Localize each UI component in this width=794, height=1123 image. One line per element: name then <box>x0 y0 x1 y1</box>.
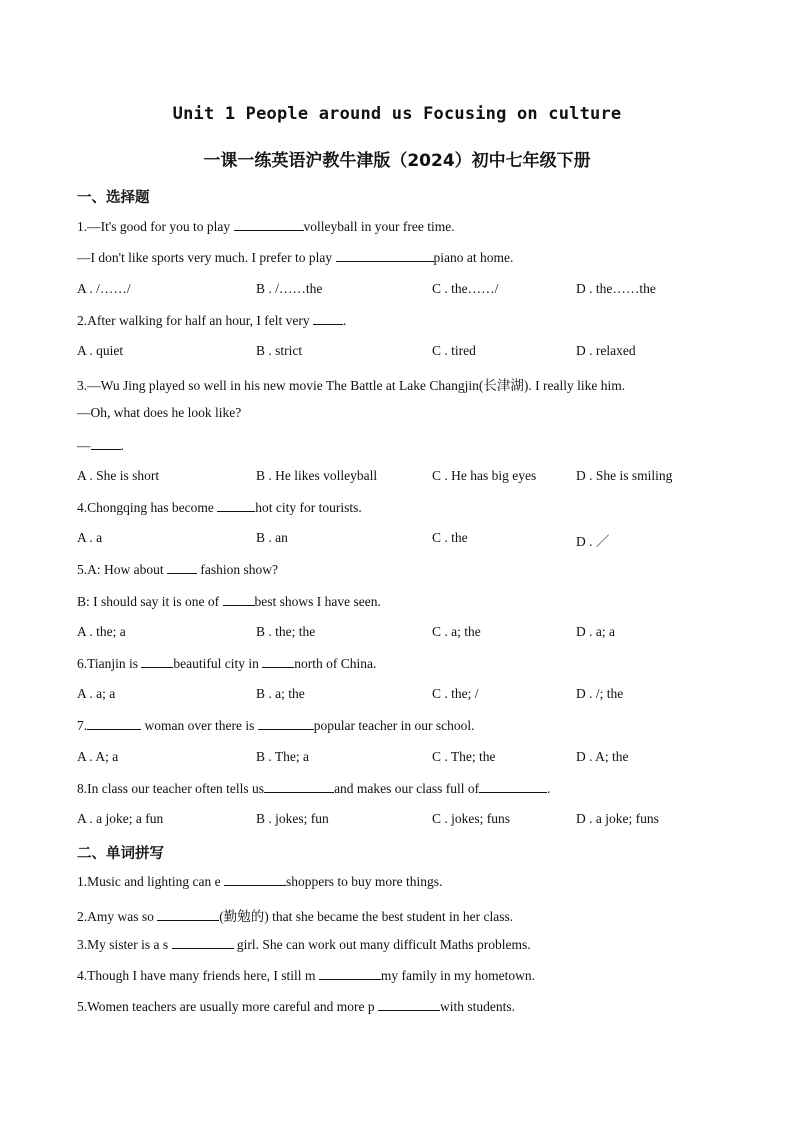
option-d[interactable]: D . a joke; funs <box>576 811 659 826</box>
answer-blank[interactable] <box>264 780 334 793</box>
question-text: 1.—It's good for you to play <box>77 219 234 234</box>
question-text: beautiful city in <box>173 656 263 671</box>
answer-blank[interactable] <box>262 655 294 668</box>
question-text: volleyball in your free time. <box>303 219 455 234</box>
question-text: best shows I have seen. <box>254 594 381 609</box>
question-2-line-1 <box>77 312 346 329</box>
answer-blank[interactable] <box>217 499 255 512</box>
question-text: north of China. <box>294 656 377 671</box>
answer-blank[interactable] <box>141 655 173 668</box>
option-d[interactable]: D . a; a <box>576 624 615 639</box>
question-7-line-1 <box>77 717 475 734</box>
answer-blank[interactable] <box>378 998 440 1011</box>
option-d[interactable]: D . the……the <box>576 281 656 296</box>
question-4-line-1 <box>77 499 362 516</box>
question-1-line-1 <box>77 218 455 235</box>
question-3-line-3 <box>77 437 124 454</box>
spelling-item-3 <box>77 936 531 953</box>
spelling-item-2 <box>77 905 513 925</box>
section-heading-spelling: 二、单词拼写 <box>77 846 164 862</box>
answer-blank[interactable] <box>87 717 141 730</box>
question-text: 4.Though I have many friends here, I still m <box>77 968 319 983</box>
question-6-options <box>77 686 737 706</box>
option-b[interactable]: B . The; a <box>256 749 309 764</box>
question-6-line-1 <box>77 655 376 672</box>
question-text: 2.After walking for half an hour, I felt very <box>77 313 313 328</box>
option-c[interactable]: C . the; / <box>432 686 479 701</box>
question-text: 8.In class our teacher often tells us <box>77 781 265 796</box>
question-text: B: I should say it is one of <box>77 594 223 609</box>
option-d[interactable]: D . ／ <box>576 534 610 549</box>
answer-blank[interactable] <box>319 967 381 980</box>
option-a[interactable]: A . /……/ <box>77 281 131 296</box>
option-b[interactable]: B . jokes; fun <box>256 811 329 826</box>
option-a[interactable]: A . the; a <box>77 624 126 639</box>
option-a[interactable]: A . She is short <box>77 468 160 483</box>
question-text: piano at home. <box>433 250 514 265</box>
option-c[interactable]: C . a; the <box>432 624 481 639</box>
question-5-line-2 <box>77 593 381 610</box>
option-b[interactable]: B . an <box>256 530 288 545</box>
option-d[interactable]: D . relaxed <box>576 343 636 358</box>
option-a[interactable]: A . a <box>77 530 103 545</box>
option-b[interactable]: B . He likes volleyball <box>256 468 378 483</box>
question-5-line-1 <box>77 561 278 578</box>
option-a[interactable]: A . a; a <box>77 686 116 701</box>
question-3-options <box>77 468 737 488</box>
answer-blank[interactable] <box>224 873 286 886</box>
question-text: 4.Chongqing has become <box>77 500 218 515</box>
option-c[interactable]: C . He has big eyes <box>432 468 537 483</box>
question-4-options <box>77 530 737 550</box>
answer-blank[interactable] <box>479 780 547 793</box>
answer-blank[interactable] <box>336 249 434 262</box>
option-c[interactable]: C . The; the <box>432 749 496 764</box>
answer-blank[interactable] <box>91 437 121 450</box>
option-d[interactable]: D . A; the <box>576 749 629 764</box>
question-text: 3.My sister is a s <box>77 937 172 952</box>
option-a[interactable]: A . a joke; a fun <box>77 811 164 826</box>
question-3-line-1: 3.—Wu Jing played so well in his new movie The Battle at Lake Changjin(长津湖). I really like him. <box>77 378 626 393</box>
answer-blank[interactable] <box>223 593 255 606</box>
question-8-line-1 <box>77 780 551 797</box>
question-2-options <box>77 343 737 363</box>
question-text: —I don't like sports very much. I prefer to play <box>77 250 336 265</box>
answer-blank[interactable] <box>313 312 343 325</box>
question-text: girl. She can work out many difficult Maths problems. <box>233 937 531 952</box>
question-text: 5.A: How about <box>77 562 167 577</box>
question-7-options <box>77 749 737 769</box>
answer-blank[interactable] <box>167 561 197 574</box>
question-5-options <box>77 624 737 644</box>
answer-blank[interactable] <box>172 936 234 949</box>
option-b[interactable]: B . a; the <box>256 686 305 701</box>
question-text: shoppers to buy more things. <box>285 874 443 889</box>
question-text: and makes our class full of <box>334 781 480 796</box>
spelling-item-4 <box>77 967 535 984</box>
question-text: 5.Women teachers are usually more careful and more p <box>77 999 379 1014</box>
question-1-line-2 <box>77 249 513 266</box>
option-c[interactable]: C . the <box>432 530 468 545</box>
question-text: 2.Amy was so <box>77 909 158 924</box>
question-text: — <box>77 438 91 453</box>
spelling-item-5 <box>77 998 515 1015</box>
question-8-options <box>77 811 737 831</box>
option-c[interactable]: C . jokes; funs <box>432 811 511 826</box>
option-b[interactable]: B . /……the <box>256 281 323 296</box>
answer-blank[interactable] <box>157 908 219 921</box>
question-text: my family in my hometown. <box>380 968 535 983</box>
question-text: . <box>120 438 124 453</box>
question-text: woman over there is <box>141 718 258 733</box>
option-d[interactable]: D . She is smiling <box>576 468 673 483</box>
answer-blank[interactable] <box>234 218 304 231</box>
page-subtitle: 一课一练英语沪教牛津版（2024）初中七年级下册 <box>203 151 591 171</box>
option-c[interactable]: C . tired <box>432 343 476 358</box>
question-text: 6.Tianjin is <box>77 656 142 671</box>
option-b[interactable]: B . strict <box>256 343 303 358</box>
spelling-item-1 <box>77 873 442 890</box>
option-c[interactable]: C . the……/ <box>432 281 499 296</box>
page-title: Unit 1 People around us Focusing on culture <box>172 104 622 124</box>
question-text: popular teacher in our school. <box>313 718 475 733</box>
option-a[interactable]: A . A; a <box>77 749 119 764</box>
question-text: . <box>547 781 551 796</box>
question-text: with students. <box>440 999 516 1014</box>
question-3-line-2: —Oh, what does he look like? <box>77 405 242 420</box>
option-d[interactable]: D . /; the <box>576 686 624 701</box>
option-a[interactable]: A . quiet <box>77 343 124 358</box>
question-text: 7. <box>77 718 88 733</box>
question-text: hot city for tourists. <box>255 500 362 515</box>
question-text: 1.Music and lighting can e <box>77 874 224 889</box>
question-text: (勤勉的) that she became the best student in her class. <box>219 909 514 924</box>
answer-blank[interactable] <box>258 717 314 730</box>
option-b[interactable]: B . the; the <box>256 624 316 639</box>
question-text: . <box>343 313 347 328</box>
question-text: fashion show? <box>197 562 278 577</box>
section-heading-multiple-choice: 一、选择题 <box>77 190 150 206</box>
question-1-options <box>77 281 737 301</box>
